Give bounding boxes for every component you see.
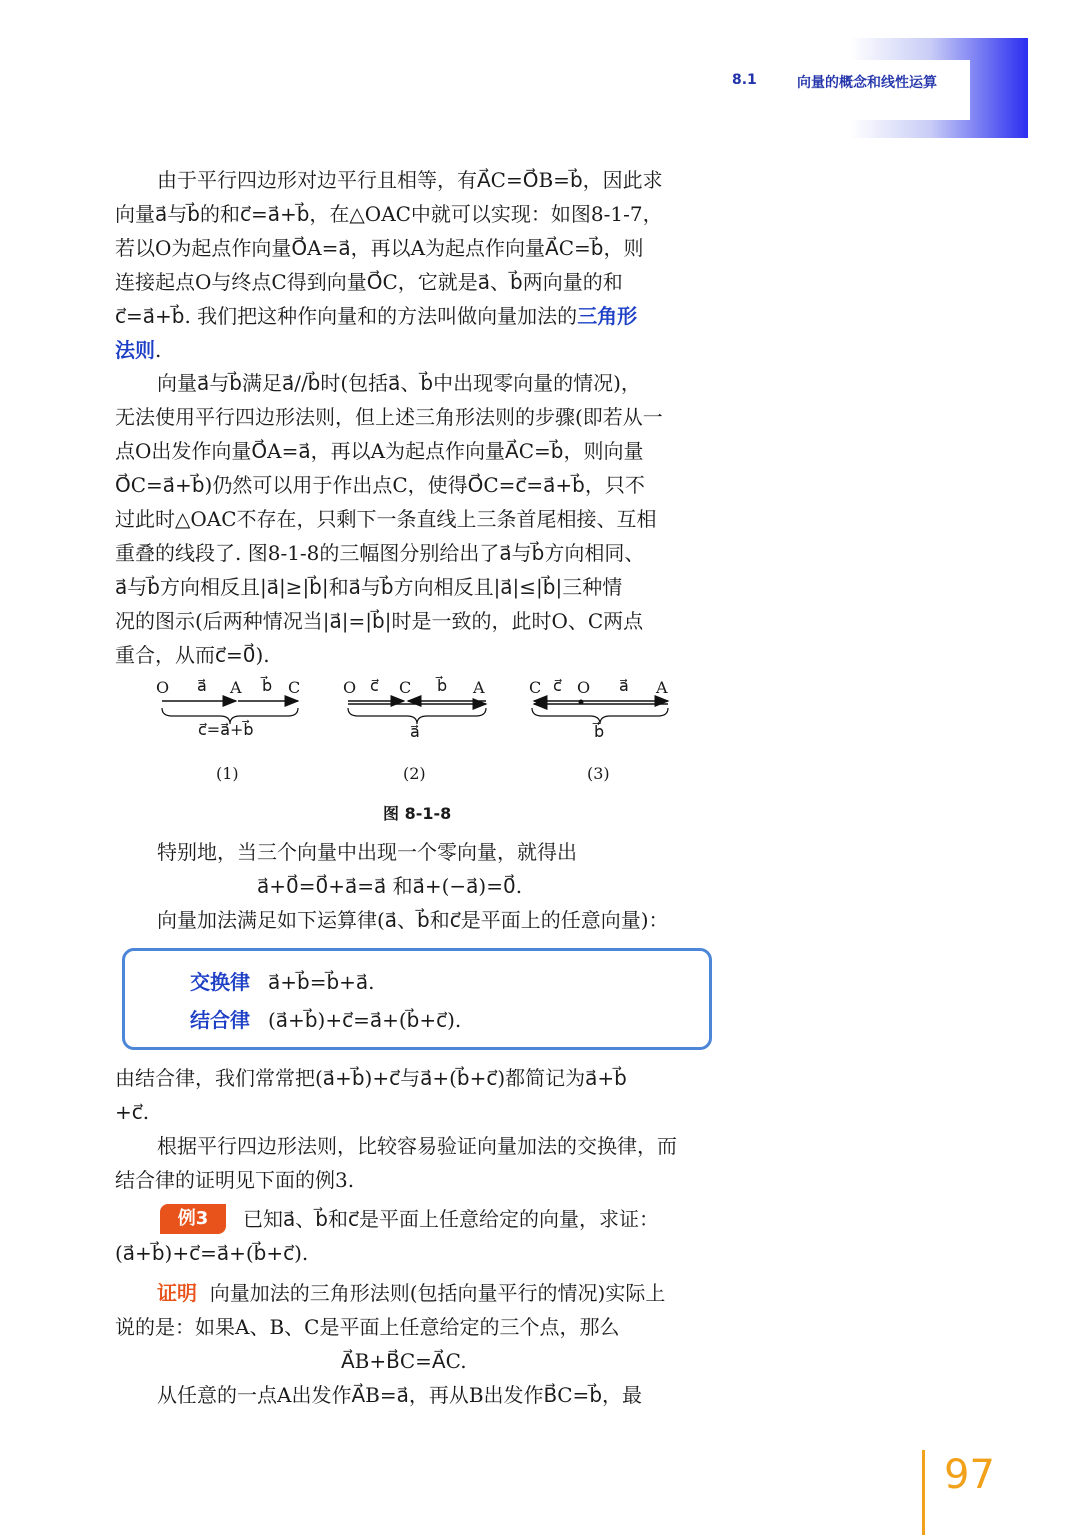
label-point: C — [288, 678, 301, 697]
text-line: 向量a⃗与b⃗的和c⃗=a⃗+b⃗，在△OAC中就可以实现：如图8-1-7， — [115, 202, 663, 226]
associative-law — [190, 1004, 461, 1033]
law-formula: (a⃗+b⃗)+c⃗=a⃗+(b⃗+c⃗). — [268, 1008, 462, 1032]
panel-number: (1) — [216, 764, 239, 783]
text-line: 已知a⃗、b⃗和c⃗是平面上任意给定的向量，求证： — [243, 1207, 659, 1231]
laws-box — [122, 948, 712, 1050]
panel-number: (3) — [587, 764, 610, 783]
text-line: (a⃗+b⃗)+c⃗=a⃗+(b⃗+c⃗). — [115, 1241, 309, 1265]
text-line: 特别地，当三个向量中出现一个零向量，就得出 — [157, 840, 577, 864]
text-line: 根据平行四边形法则，比较容易验证向量加法的交换律，而 — [157, 1134, 677, 1158]
point-o — [579, 700, 584, 705]
proof-formula: A⃗B+B⃗C=A⃗C. — [341, 1349, 467, 1373]
text-line: 说的是：如果A、B、C是平面上任意给定的三个点，那么 — [115, 1315, 620, 1339]
label-point: A — [656, 678, 668, 697]
law-name: 交换律 — [190, 970, 250, 994]
text-line: +c⃗. — [115, 1100, 150, 1124]
label-point: A — [473, 678, 485, 697]
text-line: 重叠的线段了. 图8-1-8的三幅图分别给出了a⃗与b⃗方向相同、 — [115, 541, 645, 565]
label-point: C — [399, 678, 412, 697]
page-number: 97 — [944, 1452, 995, 1498]
section-title: 向量的概念和线性运算 — [797, 75, 937, 91]
label-vector: a⃗ — [197, 676, 207, 695]
label-point: A — [230, 678, 242, 697]
text-line: 重合，从而c⃗=0⃗). — [115, 643, 270, 667]
text-line: 从任意的一点A出发作A⃗B=a⃗，再从B出发作B⃗C=b⃗，最 — [157, 1383, 643, 1407]
text-line: 向量加法满足如下运算律(a⃗、b⃗和c⃗是平面上的任意向量)： — [157, 908, 669, 932]
text-line: 况的图示(后两种情况当|a⃗|=|b⃗|时是一致的，此时O、C两点 — [115, 609, 644, 633]
text-line: a⃗与b⃗方向相反且|a⃗|≥|b⃗|和a⃗与b⃗方向相反且|a⃗|≤|b⃗|三种情 — [115, 575, 623, 599]
text-line: 向量加法的三角形法则(包括向量平行的情况)实际上 — [209, 1281, 666, 1305]
text-line: O⃗C=a⃗+b⃗)仍然可以用于作出点C，使得O⃗C=c⃗=a⃗+b⃗，只不 — [115, 473, 645, 497]
term-rule: 法则 — [115, 338, 155, 362]
label-vector: c⃗ — [553, 676, 562, 695]
paragraph-3 — [115, 835, 715, 937]
text-line: 连接起点O与终点C得到向量O⃗C，它就是a⃗、b⃗两向量的和 — [115, 270, 623, 294]
label-vector: c⃗ — [370, 676, 379, 695]
text-line: 若以O为起点作向量O⃗A=a⃗，再以A为起点作向量A⃗C=b⃗，则 — [115, 236, 644, 260]
proof-label: 证明 — [157, 1281, 197, 1305]
proof — [115, 1276, 715, 1412]
label-sum: c⃗=a⃗+b⃗ — [198, 720, 254, 739]
panel-number: (2) — [403, 764, 426, 783]
period: . — [155, 338, 162, 362]
label-point: C — [529, 678, 542, 697]
paragraph-5 — [115, 1061, 715, 1197]
text-line: c⃗=a⃗+b⃗. 我们把这种作向量和的方法叫做向量加法的 — [115, 304, 578, 328]
page-number-rule — [922, 1450, 925, 1535]
label-point: O — [343, 678, 357, 697]
example-3 — [115, 1202, 715, 1270]
law-name: 结合律 — [190, 1008, 250, 1032]
text-line: 结合律的证明见下面的例3. — [115, 1168, 355, 1192]
label-vector: a⃗ — [410, 722, 420, 741]
label-point: O — [156, 678, 170, 697]
label-vector: b⃗ — [594, 722, 605, 741]
text-line: 由于平行四边形对边平行且相等，有A⃗C=O⃗B=b⃗，因此求 — [157, 168, 663, 192]
label-point: O — [577, 678, 591, 697]
law-formula: a⃗+b⃗=b⃗+a⃗. — [268, 970, 375, 994]
term-triangle: 三角形 — [577, 304, 638, 328]
commutative-law — [190, 966, 375, 995]
label-vector: b⃗ — [262, 676, 273, 695]
label-vector: b⃗ — [437, 676, 448, 695]
formula-zero-vector: a⃗+0⃗=0⃗+a⃗=a⃗ 和a⃗+(−a⃗)=0⃗. — [257, 874, 523, 898]
text-line: 过此时△OAC不存在，只剩下一条直线上三条首尾相接、互相 — [115, 507, 657, 531]
section-number: 8.1 — [732, 72, 757, 88]
example-badge: 例3 — [160, 1204, 226, 1234]
label-vector: a⃗ — [619, 676, 629, 695]
figure-caption: 图 8-1-8 — [383, 804, 452, 823]
text-line: 无法使用平行四边形法则，但上述三角形法则的步骤(即若从一 — [115, 405, 663, 429]
text-line: 点O出发作向量O⃗A=a⃗，再以A为起点作向量A⃗C=b⃗，则向量 — [115, 439, 644, 463]
text-line: 由结合律，我们常常把(a⃗+b⃗)+c⃗与a⃗+(b⃗+c⃗)都简记为a⃗+b⃗ — [115, 1066, 627, 1090]
text-line: 向量a⃗与b⃗满足a⃗//b⃗时(包括a⃗、b⃗中出现零向量的情况)， — [157, 371, 641, 395]
